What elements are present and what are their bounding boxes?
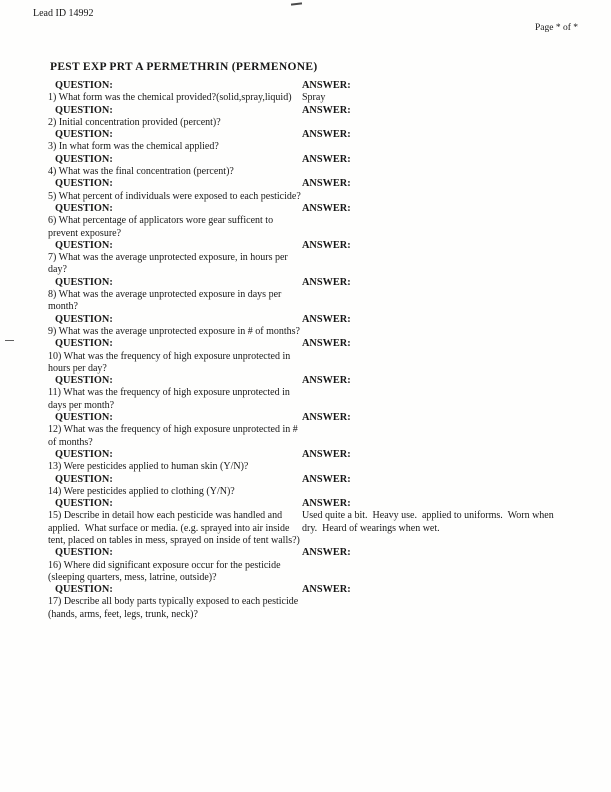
qa-body-row [48, 486, 565, 498]
lead-id: Lead ID 14992 [33, 8, 94, 19]
qa-block [48, 412, 565, 449]
qa-block [48, 277, 565, 314]
question-label: QUESTION: [55, 276, 113, 288]
qa-list [48, 80, 565, 621]
qa-head-row [48, 498, 565, 510]
qa-body-row [48, 560, 565, 585]
answer-text [302, 191, 565, 203]
qa-body-row [48, 461, 565, 473]
question-label: QUESTION: [55, 448, 113, 460]
qa-body-row [48, 424, 565, 449]
answer-label: ANSWER: [302, 338, 351, 350]
answer-label: ANSWER: [302, 104, 351, 116]
qa-block [48, 178, 565, 203]
qa-head-row [48, 178, 565, 190]
answer-label: ANSWER: [302, 313, 351, 325]
qa-block [48, 375, 565, 412]
qa-body-row [48, 191, 565, 203]
answer-label: ANSWER: [302, 153, 351, 165]
qa-head-row [48, 129, 565, 141]
qa-head-row [48, 80, 565, 92]
qa-block [48, 129, 565, 154]
question-text: 12) What was the frequency of high exposure unprotected in # of months? [48, 424, 301, 448]
question-text: 7) What was the average unprotected exposure, in hours per day? [48, 252, 291, 276]
answer-text [302, 486, 565, 498]
question-label: QUESTION: [55, 153, 113, 165]
question-label: QUESTION: [55, 104, 113, 116]
question-text: 9) What was the average unprotected exposure in # of months? [48, 325, 300, 337]
answer-label: ANSWER: [302, 375, 351, 387]
qa-head-row [48, 412, 565, 424]
qa-head-row [48, 547, 565, 559]
question-label: QUESTION: [55, 202, 113, 214]
answer-text [302, 351, 565, 376]
answer-label: ANSWER: [302, 202, 351, 214]
answer-text [302, 166, 565, 178]
qa-block [48, 314, 565, 339]
question-text: 14) Were pesticides applied to clothing (Y/N)? [48, 485, 235, 497]
answer-label: ANSWER: [302, 178, 351, 190]
qa-block [48, 498, 565, 547]
qa-body-row [48, 92, 565, 104]
qa-head-row [48, 240, 565, 252]
question-label: QUESTION: [55, 412, 113, 424]
qa-head-row [48, 154, 565, 166]
answer-text [302, 289, 565, 314]
question-label: QUESTION: [55, 239, 113, 251]
qa-body-row [48, 166, 565, 178]
qa-block [48, 80, 565, 105]
answer-label: ANSWER: [302, 80, 351, 91]
qa-block [48, 203, 565, 240]
document-title: PEST EXP PRT A PERMETHRIN (PERMENONE) [50, 61, 318, 73]
question-label: QUESTION: [55, 129, 113, 141]
answer-label: ANSWER: [302, 276, 351, 288]
answer-text: Spray [302, 92, 326, 104]
question-text: 16) Where did significant exposure occur for the pesticide (sleeping quarters, mess, latrine, outside)? [48, 559, 284, 583]
answer-text [302, 141, 565, 153]
answer-text [302, 387, 565, 412]
qa-head-row [48, 474, 565, 486]
question-label: QUESTION: [55, 313, 113, 325]
scan-artifact-top [291, 2, 302, 5]
qa-head-row [48, 314, 565, 326]
answer-text [302, 424, 565, 449]
qa-head-row [48, 203, 565, 215]
answer-label: ANSWER: [302, 584, 351, 596]
question-text: 15) Describe in detail how each pesticide was handled and applied. What surface or media. (e.g. sprayed into air inside tent, placed on tables in mess, sprayed on inside of tent walls?) [48, 510, 300, 546]
qa-body-row [48, 387, 565, 412]
qa-body-row [48, 289, 565, 314]
qa-block [48, 474, 565, 499]
question-text: 17) Describe all body parts typically exposed to each pesticide (hands, arms, feet, legs, trunk, neck)? [48, 596, 301, 620]
qa-head-row [48, 449, 565, 461]
question-label: QUESTION: [55, 338, 113, 350]
qa-block [48, 449, 565, 474]
question-text: 6) What percentage of applicators wore gear sufficent to prevent exposure? [48, 215, 276, 239]
question-text: 13) Were pesticides applied to human skin (Y/N)? [48, 461, 249, 473]
qa-body-row [48, 351, 565, 376]
qa-body-row [48, 326, 565, 338]
question-label: QUESTION: [55, 473, 113, 485]
qa-block [48, 338, 565, 375]
qa-body-row [48, 252, 565, 277]
question-label: QUESTION: [55, 584, 113, 596]
qa-block [48, 154, 565, 179]
question-text: 1) What form was the chemical provided?(solid,spray,liquid) [48, 92, 292, 104]
answer-label: ANSWER: [302, 498, 351, 510]
qa-block [48, 240, 565, 277]
qa-body-row [48, 596, 565, 621]
page-indicator: Page * of * [534, 23, 578, 33]
answer-label: ANSWER: [302, 473, 351, 485]
question-text: 11) What was the frequency of high exposure unprotected in days per month? [48, 387, 293, 411]
qa-block [48, 105, 565, 130]
question-label: QUESTION: [55, 498, 113, 510]
qa-block [48, 547, 565, 584]
qa-head-row [48, 338, 565, 350]
answer-text [302, 596, 565, 621]
question-text: 10) What was the frequency of high exposure unprotected in hours per day? [48, 350, 293, 374]
question-text: 5) What percent of individuals were exposed to each pesticide? [48, 190, 301, 202]
answer-label: ANSWER: [302, 547, 351, 559]
question-text: 2) Initial concentration provided (percent)? [48, 116, 221, 128]
qa-head-row [48, 277, 565, 289]
answer-text [302, 215, 565, 240]
qa-body-row [48, 141, 565, 153]
qa-block [48, 584, 565, 621]
qa-head-row [48, 105, 565, 117]
answer-text [302, 560, 565, 585]
question-text: 8) What was the average unprotected exposure in days per month? [48, 289, 284, 313]
qa-body-row [48, 117, 565, 129]
question-text: 3) In what form was the chemical applied? [48, 141, 219, 153]
answer-text [302, 117, 565, 129]
answer-label: ANSWER: [302, 239, 351, 251]
answer-label: ANSWER: [302, 129, 351, 141]
question-label: QUESTION: [55, 547, 113, 559]
question-label: QUESTION: [55, 80, 113, 91]
question-label: QUESTION: [55, 375, 113, 387]
qa-body-row [48, 510, 565, 547]
question-label: QUESTION: [55, 178, 113, 190]
answer-text [302, 326, 565, 338]
answer-text [302, 252, 565, 277]
qa-body-row [48, 215, 565, 240]
qa-head-row [48, 584, 565, 596]
question-text: 4) What was the final concentration (percent)? [48, 166, 234, 178]
answer-label: ANSWER: [302, 412, 351, 424]
answer-text: Used quite a bit. Heavy use. applied to uniforms. Worn when dry. Heard of wearings when wet. [302, 510, 557, 534]
answer-label: ANSWER: [302, 448, 351, 460]
qa-head-row [48, 375, 565, 387]
scan-artifact-left-margin [5, 340, 14, 341]
answer-text [302, 461, 565, 473]
